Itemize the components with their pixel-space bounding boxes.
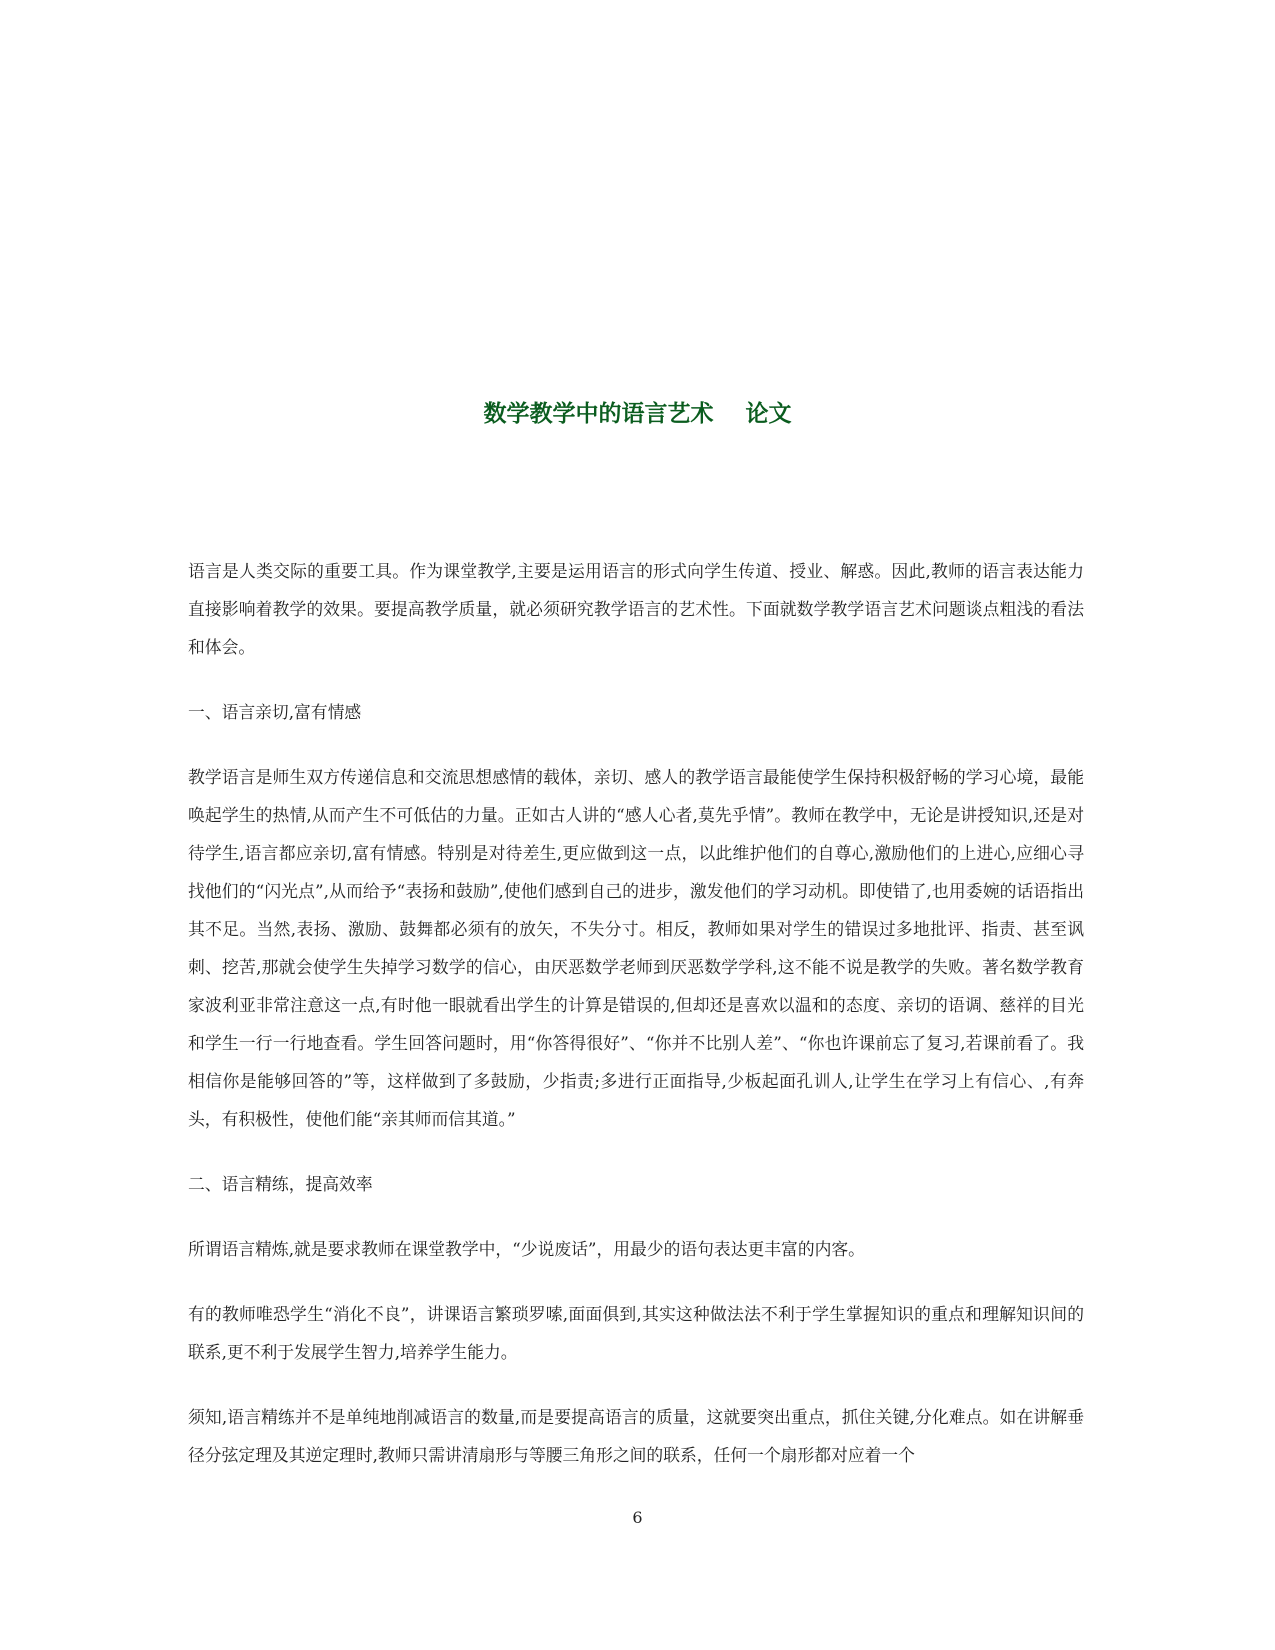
document-body (188, 552, 1084, 1501)
section-heading-1: 一、语言亲切,富有情感 (188, 702, 362, 722)
section-2-paragraph-1: 所谓语言精炼,就是要求教师在课堂教学中，“少说废话”，用最少的语句表达更丰富的内客。 (188, 1239, 865, 1259)
section-2-paragraph-2: 有的教师唯恐学生“消化不良”，讲课语言繁琐罗嗦,面面俱到,其实这种做法法不利于学生掌握知识的重点和理解知识间的联系,更不利于发展学生智力,培养学生能力。 (188, 1304, 1084, 1362)
page-number: 6 (632, 1508, 643, 1527)
section-2-paragraph-3: 须知,语言精练并不是单纯地削减语言的数量,而是要提高语言的质量，这就要突出重点，抓住关键,分化难点。如在讲解垂径分弦定理及其逆定理时,教师只需讲清扇形与等腰三角形之间的联系，任何一个扇形都对应着一个 (188, 1407, 1084, 1465)
document-title: 数学教学中的语言艺术 论文 (483, 400, 792, 427)
section-1-paragraph: 教学语言是师生双方传递信息和交流思想感情的载体，亲切、感人的教学语言最能使学生保持积极舒畅的学习心境，最能唤起学生的热情,从而产生不可低估的力量。正如古人讲的“感人心者,莫先乎情”。教师在教学中，无论是讲授知识,还是对待学生,语言都应亲切,富有情感。特别是对待差生,更应做到这一点，以此维护他们的自尊心,激励他们的上进心,应细心寻找他们的“闪光点”,从而给予“表扬和鼓励”,使他们感到自己的进步，激发他们的学习动机。即使错了,也用委婉的话语指出其不足。当然,表扬、激励、鼓舞都必须有的放矢，不失分寸。相反，教师如果对学生的错误过多地批评、指责、甚至讽刺、挖苦,那就会使学生失掉学习数学的信心，由厌恶数学老师到厌恶数学学科,这不能不说是教学的失败。著名数学教育家波利亚非常注意这一点,有时他一眼就看出学生的计算是错误的,但却还是喜欢以温和的态度、亲切的语调、慈祥的目光和学生一行一行地查看。学生回答问题时，用“你答得很好”、“你并不比别人差”、“你也许课前忘了复习,若课前看了。我相信你是能够回答的”等，这样做到了多鼓励，少指责;多进行正面指导,少板起面孔训人,让学生在学习上有信心、,有奔头，有积极性，使他们能“亲其师而信其道。” (188, 767, 1084, 1129)
section-heading-2: 二、语言精练，提高效率 (188, 1174, 373, 1194)
intro-paragraph: 语言是人类交际的重要工具。作为课堂教学,主要是运用语言的形式向学生传道、授业、解惑。因此,教师的语言表达能力直接影响着教学的效果。要提高教学质量，就必须研究教学语言的艺术性。下面就数学教学语言艺术问题谈点粗浅的看法和体会。 (188, 561, 1084, 657)
